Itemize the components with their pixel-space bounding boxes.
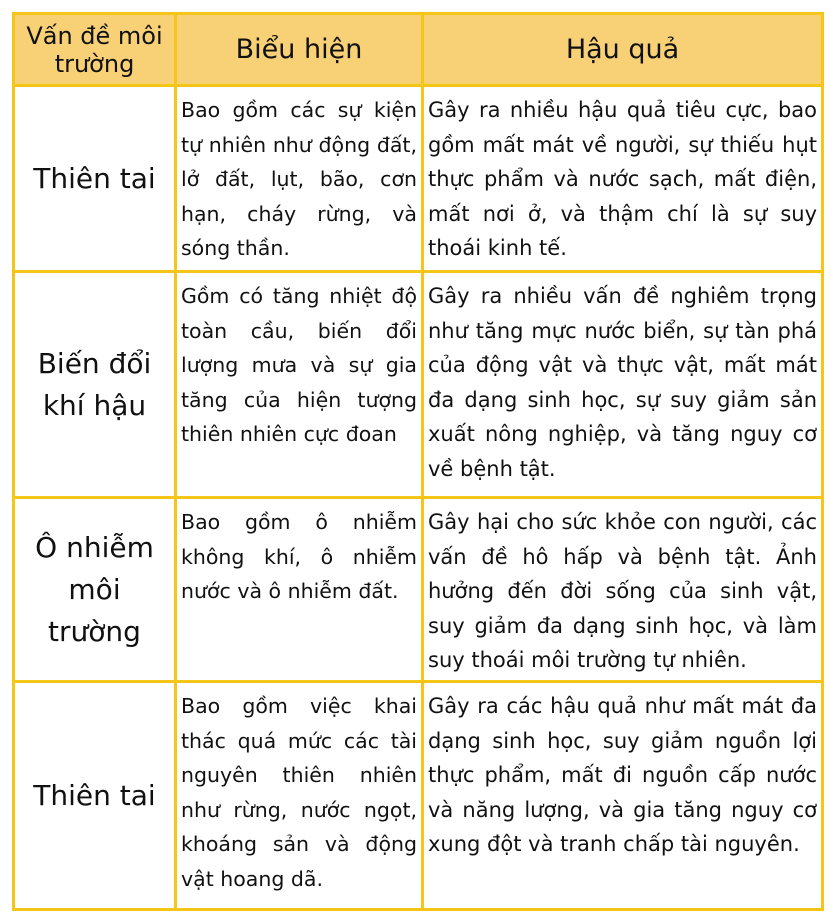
manifestation-cell: Bao gồm ô nhiễm không khí, ô nhiễm nước và ô nhiễm đất. — [176, 498, 423, 682]
table-row — [14, 682, 823, 910]
issue-cell: Ô nhiễm môi trường — [14, 498, 176, 682]
environmental-issues-table — [12, 12, 824, 911]
header-row — [14, 14, 823, 86]
header-consequence: Hậu quả — [423, 14, 823, 86]
consequence-cell: Gây hại cho sức khỏe con người, các vấn đề hô hấp và bệnh tật. Ảnh hưởng đến đời sống của sinh vật, suy giảm đa dạng sinh học, và làm suy thoái môi trường tự nhiên. — [423, 498, 823, 682]
consequence-cell: Gây ra nhiều vấn đề nghiêm trọng như tăng mực nước biển, sự tàn phá của động vật và thực vật, mất mát đa dạng sinh học, sự suy giảm sản xuất nông nghiệp, và tăng nguy cơ về bệnh tật. — [423, 272, 823, 498]
header-issue: Vấn đề môi trường — [14, 14, 176, 86]
manifestation-cell: Bao gồm các sự kiện tự nhiên như động đất, lở đất, lụt, bão, cơn hạn, cháy rừng, và sóng thần. — [176, 86, 423, 272]
consequence-cell: Gây ra nhiều hậu quả tiêu cực, bao gồm mất mát về người, sự thiếu hụt thực phẩm và nước sạch, mất điện, mất nơi ở, và thậm chí là sự suy thoái kinh tế. — [423, 86, 823, 272]
manifestation-cell: Gồm có tăng nhiệt độ toàn cầu, biến đổi lượng mưa và sự gia tăng của hiện tượng thiên nhiên cực đoan — [176, 272, 423, 498]
table-row — [14, 498, 823, 682]
issue-cell: Biến đổi khí hậu — [14, 272, 176, 498]
table-row — [14, 86, 823, 272]
header-manifestation: Biểu hiện — [176, 14, 423, 86]
manifestation-cell: Bao gồm việc khai thác quá mức các tài nguyên thiên nhiên như rừng, nước ngọt, khoáng sản và động vật hoang dã. — [176, 682, 423, 910]
issue-cell: Thiên tai — [14, 86, 176, 272]
table-row — [14, 272, 823, 498]
consequence-cell: Gây ra các hậu quả như mất mát đa dạng sinh học, suy giảm nguồn lợi thực phẩm, mất đi nguồn cấp nước và năng lượng, và gia tăng nguy cơ xung đột và tranh chấp tài nguyên. — [423, 682, 823, 910]
issue-cell: Thiên tai — [14, 682, 176, 910]
